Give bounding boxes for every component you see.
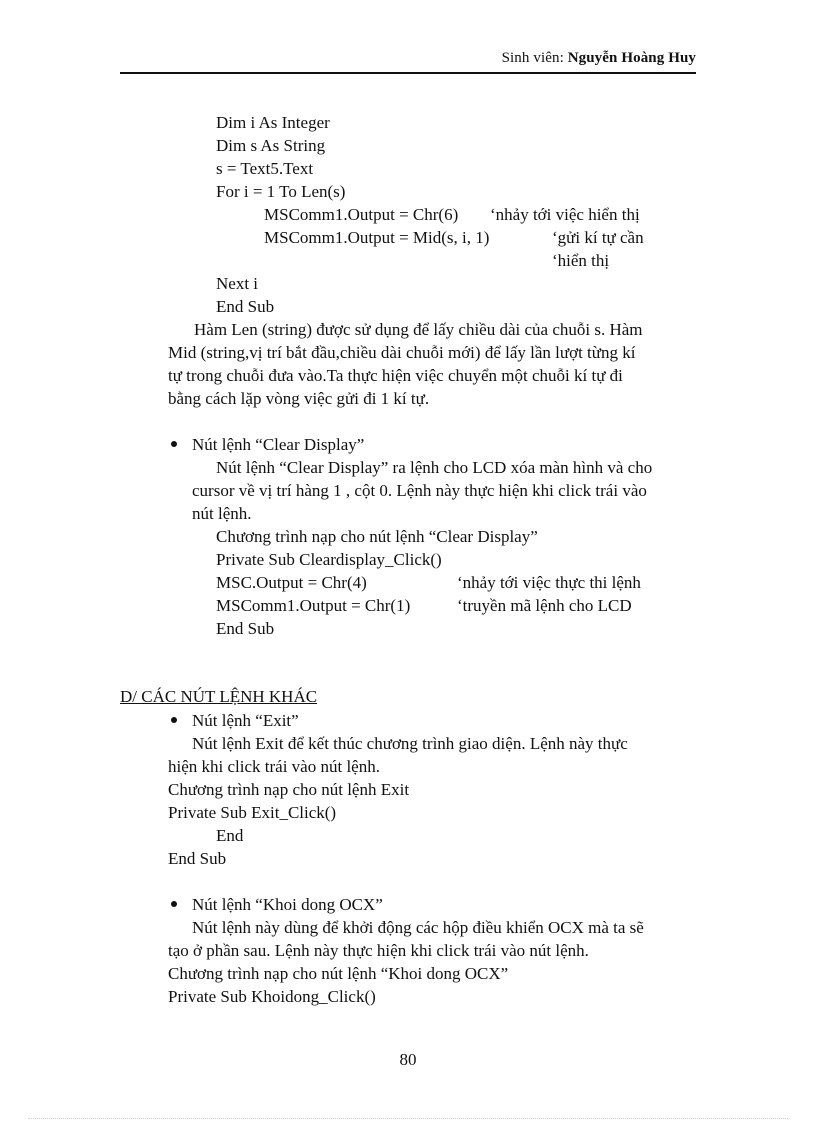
page-number: 80: [399, 1050, 417, 1069]
code-for-loop: For i = 1 To Len(s): [216, 182, 346, 201]
clear-display-msc-output: MSC.Output = Chr(4): [216, 573, 367, 592]
clear-display-mscomm-output: MSComm1.Output = Chr(1): [216, 596, 411, 615]
code-output-mid: MSComm1.Output = Mid(s, i, 1): [264, 228, 490, 247]
clear-display-msc-comment: ‘nhảy tới việc thực thi lệnh: [457, 573, 641, 592]
section-heading: D/ CÁC NÚT LỆNH KHÁC: [120, 687, 318, 706]
ocx-desc: Nút lệnh này dùng để khởi động các hộp điều khiển OCX mà ta sẽ: [192, 918, 644, 937]
clear-display-prog-title: Chương trình nạp cho nút lệnh “Clear Display”: [216, 527, 538, 546]
code-end-sub: End Sub: [216, 297, 275, 316]
code-comment-chr6: ‘nhảy tới việc hiển thị: [490, 205, 640, 224]
exit-prog-title: Chương trình nạp cho nút lệnh Exit: [168, 780, 410, 799]
code-comment-mid-2: ‘hiển thị: [552, 251, 610, 270]
paragraph-line: Hàm Len (string) được sử dụng để lấy chiều dài của chuỗi s. Hàm: [194, 320, 643, 339]
exit-desc: hiện khi click trái vào nút lệnh.: [168, 757, 380, 776]
code-dim-s: Dim s As String: [216, 136, 326, 155]
exit-sub-decl: Private Sub Exit_Click(): [168, 803, 337, 822]
bottom-dotted-border: [28, 1118, 788, 1119]
code-assign-s: s = Text5.Text: [216, 159, 314, 178]
code-next-i: Next i: [216, 274, 259, 293]
header-rule: [120, 72, 696, 74]
header-author-name: Nguyễn Hoàng Huy: [567, 50, 696, 66]
clear-display-desc: cursor về vị trí hàng 1 , cột 0. Lệnh này thực hiện khi click trái vào: [192, 481, 647, 500]
bullet-title-ocx: Nút lệnh “Khoi dong OCX”: [192, 895, 383, 914]
ocx-sub-decl: Private Sub Khoidong_Click(): [168, 987, 376, 1006]
paragraph-line: Mid (string,vị trí bắt đầu,chiều dài chuỗi mới) để lấy lần lượt từng kí: [168, 343, 636, 362]
paragraph-line: bằng cách lặp vòng việc gửi đi 1 kí tự.: [168, 389, 430, 408]
bullet-dot: [171, 717, 177, 723]
clear-display-end-sub: End Sub: [216, 619, 275, 638]
ocx-desc: tạo ở phần sau. Lệnh này thực hiện khi click trái vào nút lệnh.: [168, 941, 589, 960]
page-header: [120, 50, 696, 67]
clear-display-sub-decl: Private Sub Cleardisplay_Click(): [216, 550, 442, 569]
exit-end-stmt: End: [216, 826, 244, 845]
bullet-title-clear-display: Nút lệnh “Clear Display”: [192, 435, 365, 454]
ocx-prog-title: Chương trình nạp cho nút lệnh “Khoi dong OCX”: [168, 964, 509, 983]
code-comment-mid-1: ‘gửi kí tự cần: [552, 228, 644, 247]
paragraph-line: tự trong chuỗi đưa vào.Ta thực hiện việc chuyển một chuỗi kí tự đi: [168, 366, 623, 385]
code-output-chr6: MSComm1.Output = Chr(6): [264, 205, 459, 224]
clear-display-desc: Nút lệnh “Clear Display” ra lệnh cho LCD xóa màn hình và cho: [216, 458, 653, 477]
exit-desc: Nút lệnh Exit để kết thúc chương trình giao diện. Lệnh này thực: [192, 734, 628, 753]
bullet-dot: [171, 901, 177, 907]
bullet-title-exit: Nút lệnh “Exit”: [192, 711, 299, 730]
code-dim-i: Dim i As Integer: [216, 113, 330, 132]
header-label: Sinh viên:: [501, 50, 564, 66]
bullet-dot: [171, 441, 177, 447]
clear-display-mscomm-comment: ‘truyền mã lệnh cho LCD: [457, 596, 632, 615]
clear-display-desc: nút lệnh.: [192, 504, 252, 523]
exit-end-sub: End Sub: [168, 849, 227, 868]
